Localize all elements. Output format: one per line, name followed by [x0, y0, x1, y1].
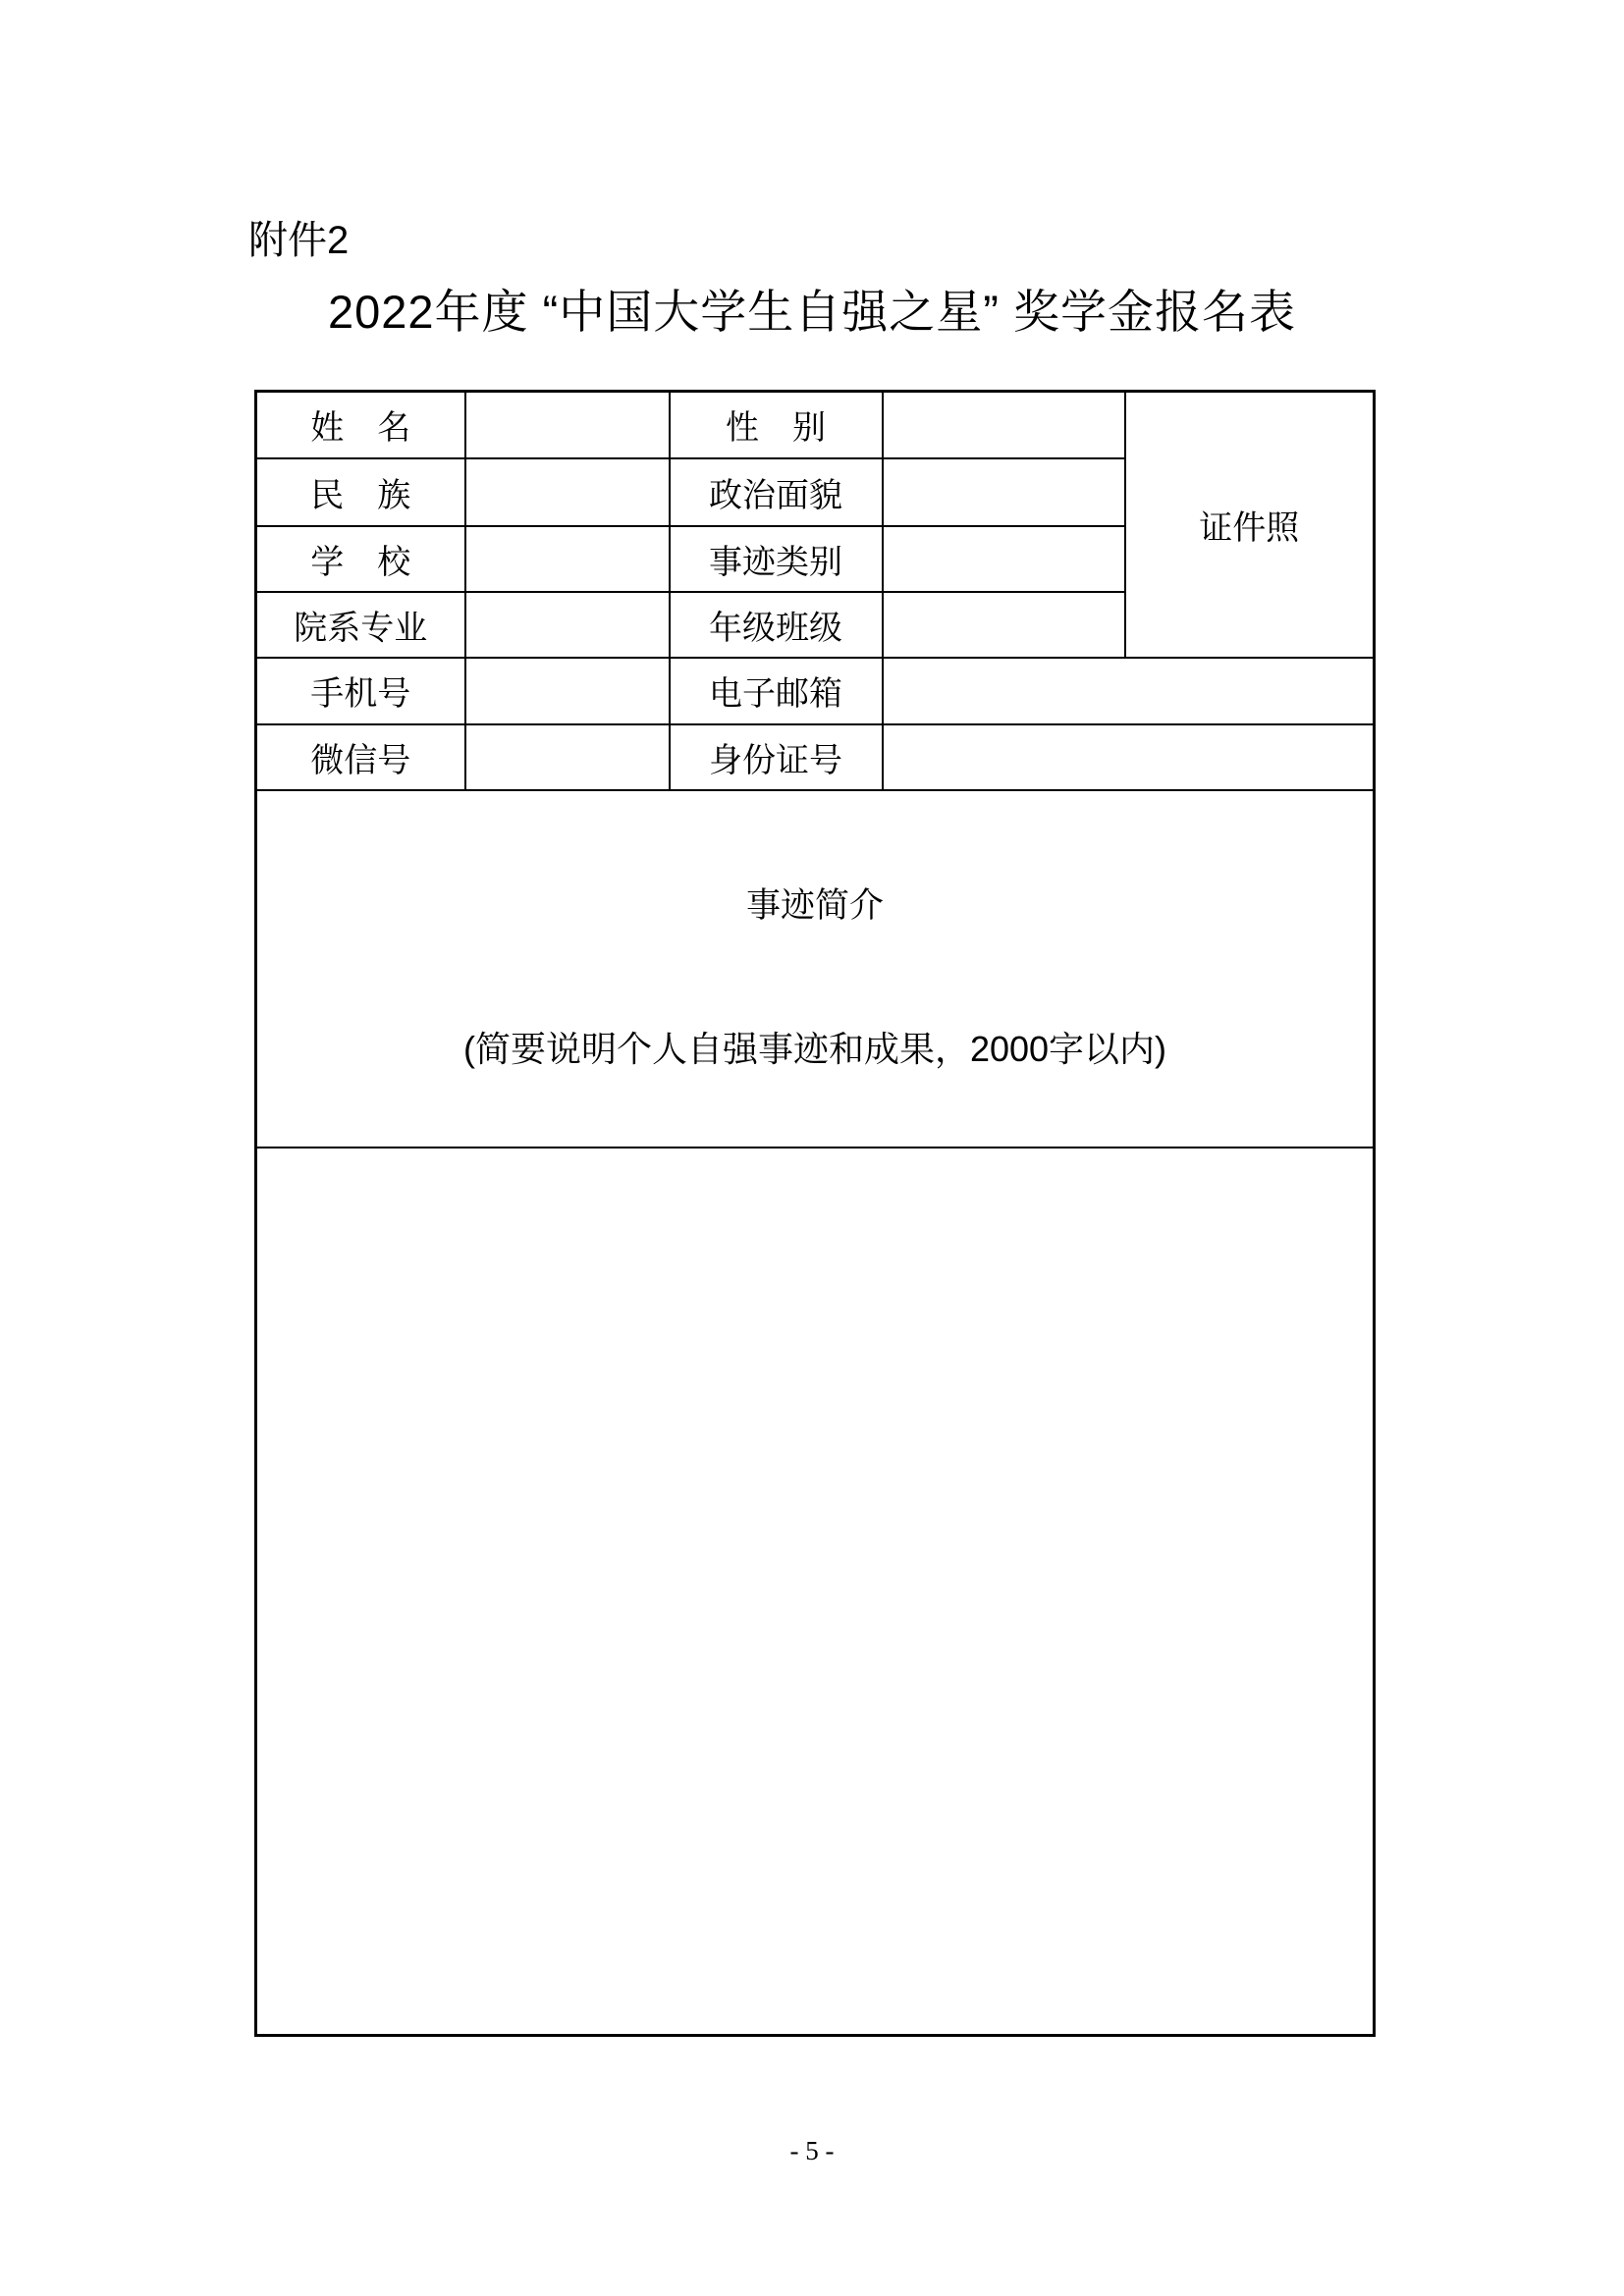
table-row: [256, 724, 1375, 790]
table-row: [256, 1148, 1375, 2036]
school-value: [465, 526, 670, 592]
deed-category-label: 事迹类别: [670, 526, 883, 592]
page-title: 2022年度 “中国大学生自强之星” 奖学金报名表: [328, 286, 1296, 338]
attachment-label: 附件2: [248, 219, 350, 262]
deed-category-value: [883, 526, 1125, 592]
email-value: [883, 658, 1375, 724]
summary-header-cell: [256, 790, 1375, 1148]
page-number: - 5 -: [789, 2136, 835, 2165]
department-major-value: [465, 592, 670, 658]
summary-title: 事迹简介: [745, 885, 884, 925]
mobile-label: 手机号: [256, 658, 465, 724]
summary-content-cell: [256, 1148, 1375, 2036]
grade-class-label: 年级班级: [670, 592, 883, 658]
table-row: [256, 392, 1375, 458]
name-label: 姓 名: [256, 392, 465, 458]
summary-note: (简要说明个人自强事迹和成果，2000字以内): [462, 1028, 1167, 1069]
gender-value: [883, 392, 1125, 458]
id-number-label: 身份证号: [670, 724, 883, 790]
name-value: [465, 392, 670, 458]
political-status-value: [883, 458, 1125, 526]
school-label: 学 校: [256, 526, 465, 592]
political-status-label: 政治面貌: [670, 458, 883, 526]
table-row: [256, 658, 1375, 724]
grade-class-value: [883, 592, 1125, 658]
wechat-label: 微信号: [256, 724, 465, 790]
id-photo-cell: 证件照: [1125, 392, 1375, 658]
ethnicity-value: [465, 458, 670, 526]
mobile-value: [465, 658, 670, 724]
wechat-value: [465, 724, 670, 790]
department-major-label: 院系专业: [256, 592, 465, 658]
ethnicity-label: 民 族: [256, 458, 465, 526]
id-number-value: [883, 724, 1375, 790]
application-form-table: [254, 390, 1376, 2037]
email-label: 电子邮箱: [670, 658, 883, 724]
gender-label: 性 别: [670, 392, 883, 458]
table-row: [256, 790, 1375, 1148]
